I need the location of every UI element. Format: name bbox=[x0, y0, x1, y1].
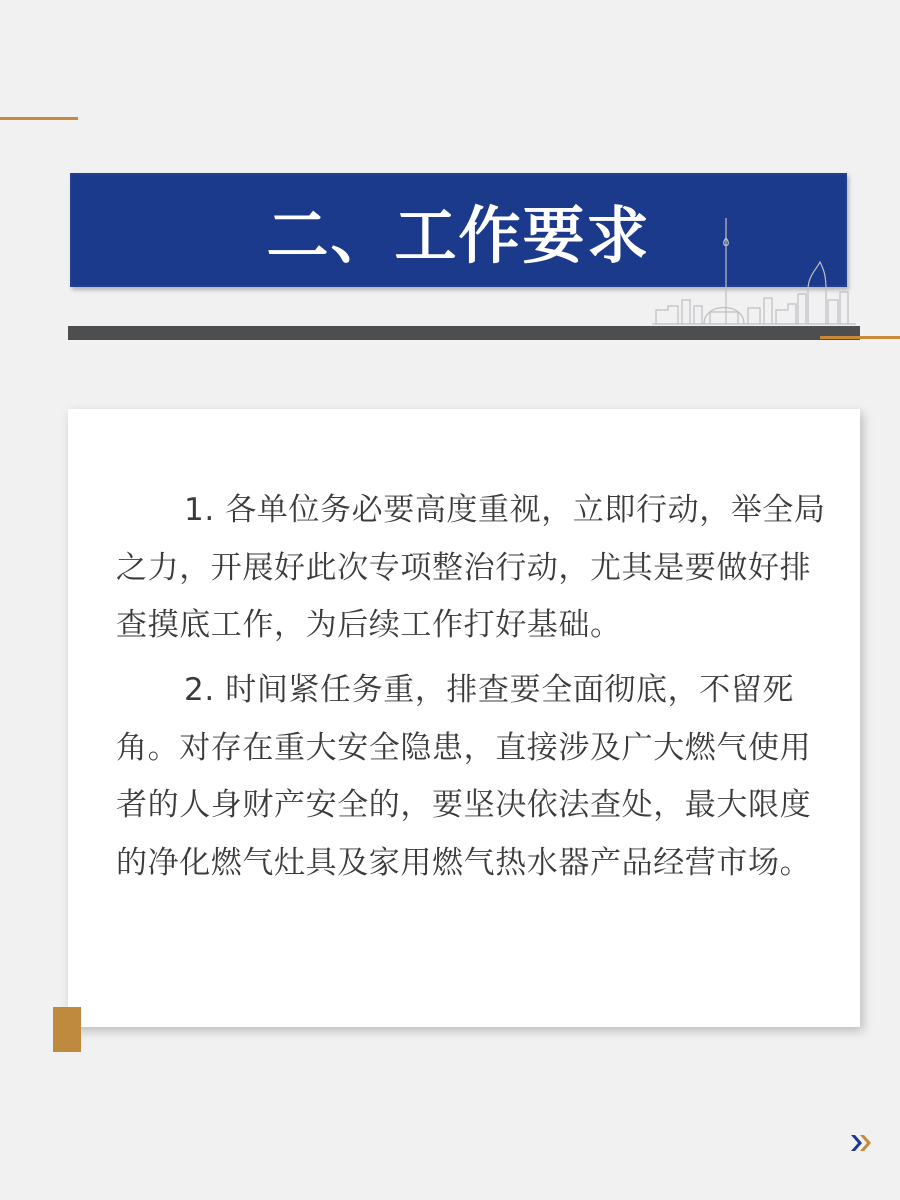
corner-accent-block bbox=[53, 1007, 81, 1052]
requirement-item-1: 1. 各单位务必要高度重视，立即行动，举全局之力，开展好此次专项整治行动，尤其是要做好排查摸底工作，为后续工作打好基础。 bbox=[116, 492, 826, 643]
top-accent-line bbox=[0, 117, 78, 120]
double-chevron-right-icon[interactable] bbox=[845, 1128, 875, 1158]
city-skyline-icon bbox=[648, 214, 860, 326]
requirement-item-2: 2. 时间紧任务重，排查要全面彻底，不留死角。对存在重大安全隐患，直接涉及广大燃气使用者的人身财产安全的，要坚决依法查处，最大限度的净化燃气灶具及家用燃气热水器产品经营市场。 bbox=[116, 672, 812, 881]
page-title: 二、工作要求 bbox=[266, 198, 651, 272]
title-underline-bar bbox=[68, 326, 860, 340]
content-card bbox=[68, 409, 860, 1027]
right-accent-line bbox=[820, 336, 900, 339]
